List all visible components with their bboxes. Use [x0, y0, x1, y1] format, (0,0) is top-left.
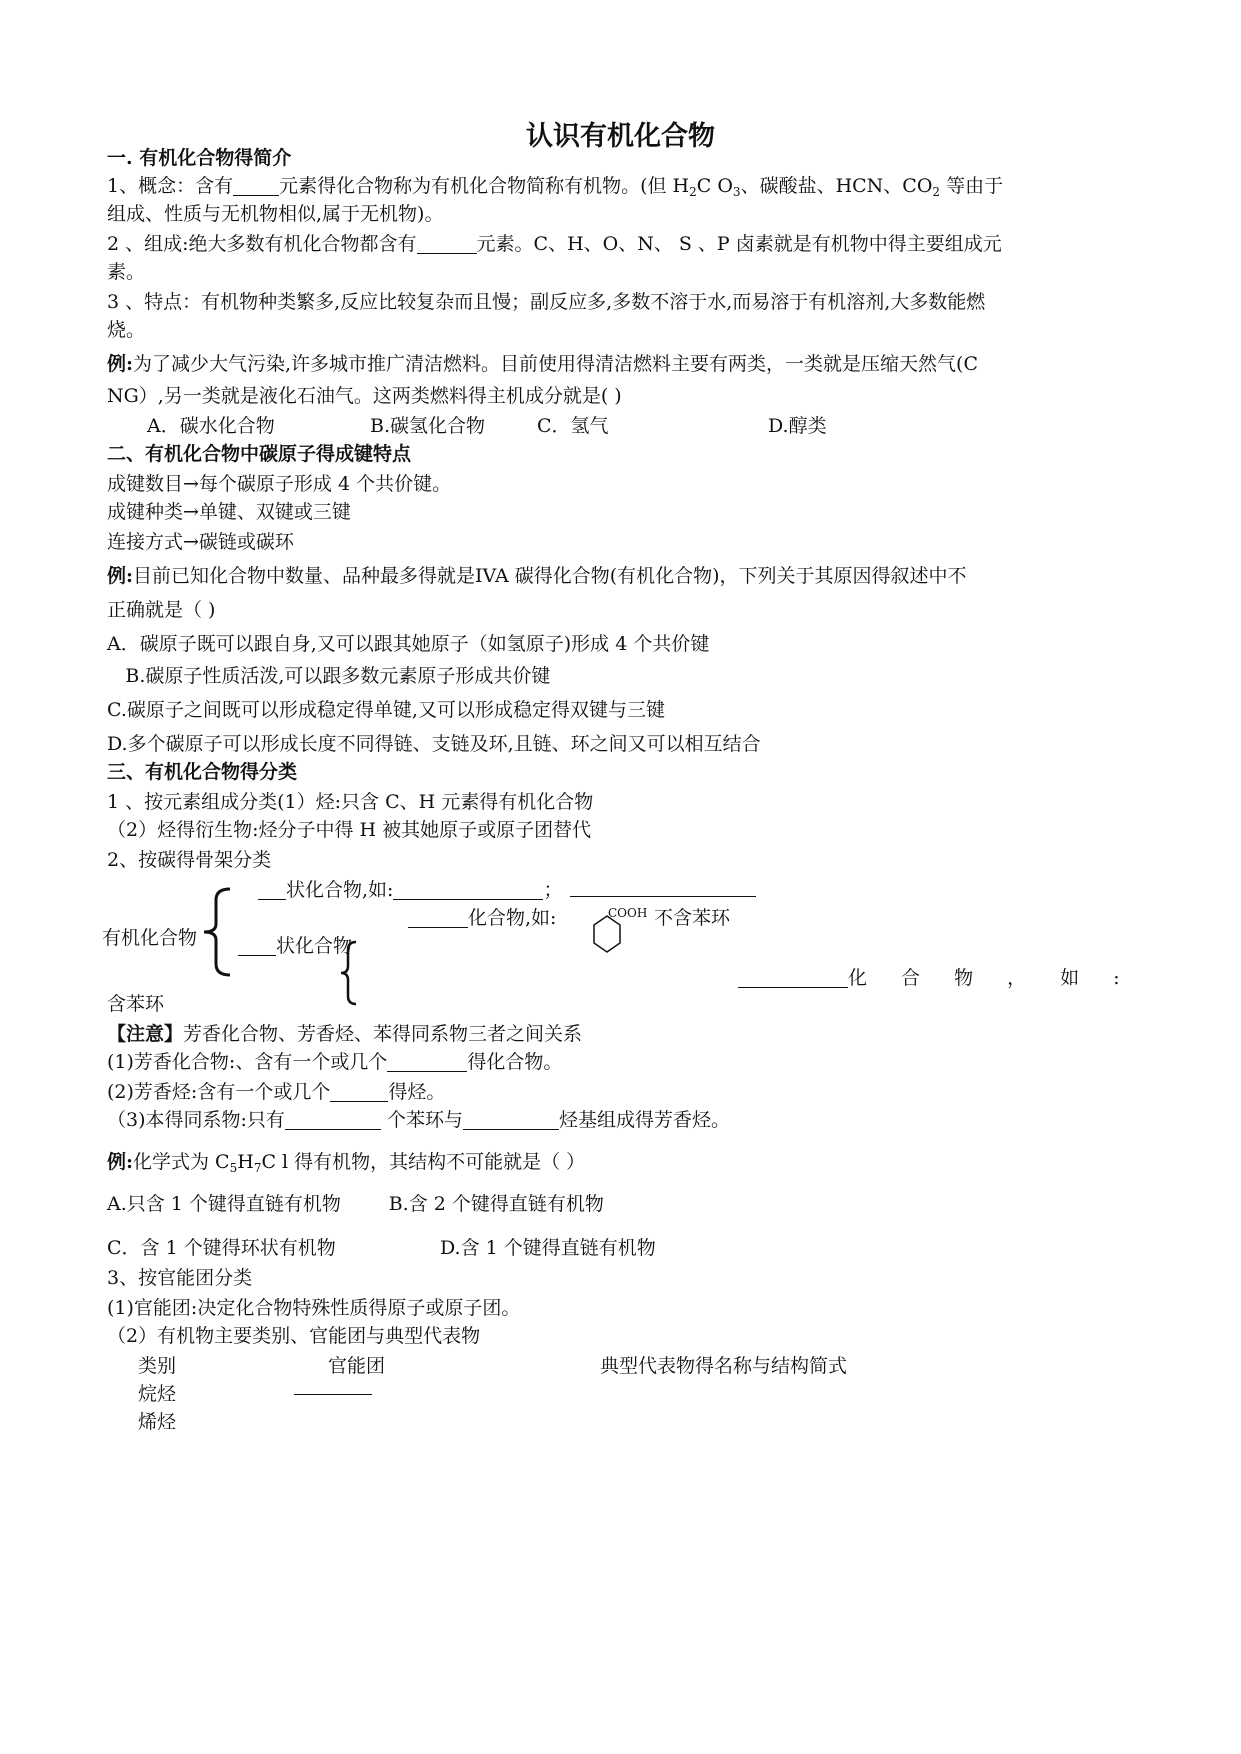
example-3-text-a: 化学式为 C	[133, 1151, 230, 1173]
concept-line	[107, 174, 1003, 198]
section-3-heading: 三、有机化合物得分类	[107, 761, 298, 783]
aromatic-blank	[738, 967, 848, 988]
example-3-option-b: ﾠﾠB.含 2 个键得直链有机物	[352, 1193, 604, 1215]
with-benzene-label: 含苯环	[107, 993, 165, 1015]
alicyclic-blank	[408, 907, 468, 928]
concept-sub-3: 2	[932, 185, 941, 199]
feature-line-2: 烧。	[107, 319, 146, 341]
example-label: 例:	[107, 565, 134, 587]
chain-example-blank-2	[570, 896, 756, 897]
example-2-option-c: C.碳原子之间既可以形成稳定得单键,又可以形成稳定得双键与三键	[107, 699, 665, 721]
example-3-sub-2: 7	[253, 1161, 262, 1175]
concept-text-a: 1、概念：含有	[107, 175, 234, 197]
aromatic-label: 化 合 物 ， 如 :	[848, 967, 1134, 989]
example-1-line	[107, 352, 978, 376]
example-2-option-d: D.多个碳原子可以形成长度不同得链、支链及环,且链、环之间又可以相互结合	[107, 733, 761, 755]
skeleton-classification-line: 2、按碳得骨架分类	[107, 849, 272, 871]
note-label: 【注意】	[107, 1023, 184, 1045]
note-text: 芳香化合物、芳香烃、苯得同系物三者之间关系	[183, 1023, 583, 1045]
alkane-functional-group-blank	[294, 1394, 372, 1395]
no-benzene-label: 不含苯环	[654, 907, 731, 929]
functional-group-definition: (1)官能团:决定化合物特殊性质得原子或原子团。	[107, 1297, 521, 1319]
example-2-text: 目前已知化合物中数量、品种最多得就是ⅠVA 碳得化合物(有机化合物)，下列关于其原因得叙述中不	[133, 565, 967, 587]
concept-sub-2: 3	[732, 185, 741, 199]
example-3-text-c: C l 得有机物，其结构不可能就是（ ）	[261, 1151, 586, 1173]
note-line	[107, 1022, 582, 1046]
example-3-option-d: D.含 1 个键得直链有机物	[440, 1237, 656, 1259]
functional-group-table-intro: （2）有机物主要类别、官能团与典型代表物	[107, 1325, 481, 1347]
semicolon: ；	[543, 879, 563, 901]
bond-count-line: 成键数目→每个碳原子形成 4 个共价键。	[107, 473, 452, 495]
example-1-option-a: A．碳水化合物	[147, 415, 275, 437]
organic-compound-root: 有机化合物	[102, 927, 198, 949]
ring-compound-label: 状化合物	[276, 935, 353, 957]
concept-text-c: C O	[696, 175, 733, 197]
example-1-option-b: B.碳氢化合物	[370, 415, 486, 437]
note-2-text-b: 得烃。	[388, 1081, 446, 1103]
note-1-text-a: (1)芳香化合物:、含有一个或几个	[107, 1051, 388, 1073]
chain-compound-line	[258, 878, 562, 902]
note-3-text-c: 烃基组成得芳香烃。	[558, 1109, 730, 1131]
example-3-line	[107, 1150, 585, 1174]
example-1-option-d: D.醇类	[768, 415, 827, 437]
example-3-option-c: C．含 1 个键得环状有机物	[107, 1237, 336, 1259]
concept-text-d: 、碳酸盐、HCN、CO	[740, 175, 933, 197]
note-2-text-a: (2)芳香烃:含有一个或几个	[107, 1081, 331, 1103]
cooh-label: COOH	[608, 906, 648, 920]
page-title: 认识有机化合物	[526, 121, 715, 152]
note-3-text-a: （3)本得同系物:只有	[107, 1109, 285, 1131]
example-3-sub-1: 5	[229, 1161, 238, 1175]
example-label: 例:	[107, 1151, 134, 1173]
note-2-line	[107, 1080, 445, 1104]
alicyclic-label: 化合物,如:	[468, 907, 557, 929]
section-1-heading: 一. 有机化合物得简介	[107, 147, 292, 169]
bond-type-line: 成键种类→单键、双键或三键	[107, 501, 351, 523]
note-3-blank-2	[463, 1109, 559, 1130]
concept-text-e: 等由于	[940, 175, 1004, 197]
note-3-blank-1	[285, 1109, 381, 1130]
example-2-option-a: A．碳原子既可以跟自身,又可以跟其她原子（如氢原子)形成 4 个共价键	[107, 633, 710, 655]
note-1-text-b: 得化合物。	[467, 1051, 563, 1073]
ring-compound-line	[238, 934, 352, 958]
concept-sub-1: 2	[689, 185, 697, 199]
derivative-line: （2）烃得衍生物:烃分子中得 H 被其她原子或原子团替代	[107, 819, 592, 841]
concept-line-2: 组成、性质与无机物相似,属于无机物)。	[107, 203, 444, 225]
aromatic-line	[738, 966, 1134, 990]
example-1-option-c: C．氢气	[537, 415, 609, 437]
example-1-text: 为了减少大气污染,许多城市推广清洁燃料。目前使用得清洁燃料主要有两类，一类就是压缩天然气(C	[133, 353, 979, 375]
composition-blank	[417, 233, 477, 254]
example-1-line-2: NG）,另一类就是液化石油气。这两类燃料得主机成分就是( )	[107, 385, 622, 407]
ring-blank	[238, 935, 276, 956]
chain-compound-label: 状化合物,如:	[286, 879, 394, 901]
alicyclic-line	[408, 906, 556, 930]
note-1-line	[107, 1050, 562, 1074]
composition-line	[107, 232, 1002, 256]
table-header-representative: 典型代表物得名称与结构简式	[600, 1355, 848, 1377]
cyclohexane-ring-icon	[592, 914, 622, 954]
concept-blank	[233, 175, 279, 196]
connection-line: 连接方式→碳链或碳环	[107, 531, 294, 553]
example-3-text-b: H	[237, 1151, 254, 1173]
example-2-option-b: ﾠB.碳原子性质活泼,可以跟多数元素原子形成共价键ﾠ	[107, 665, 569, 687]
example-3-option-a: A.只含 1 个键得直链有机物	[107, 1193, 341, 1215]
table-header-category: 类别	[138, 1355, 177, 1377]
section-2-heading: 二、有机化合物中碳原子得成键特点	[107, 443, 412, 465]
composition-line-2: 素。	[107, 261, 146, 283]
table-row-alkene: 烯烃	[138, 1411, 177, 1433]
composition-text-b: 元素。C、H、O、N、 S 、P 卤素就是有机物中得主要组成元	[476, 233, 1002, 255]
element-classification-line: 1 、按元素组成分类(1）烃:只含 C、H 元素得有机化合物	[107, 791, 594, 813]
feature-line: 3 、特点：有机物种类繁多,反应比较复杂而且慢；副反应多,多数不溶于水,而易溶于有机溶剂,大多数能燃	[107, 291, 986, 313]
chain-blank	[258, 879, 286, 900]
example-label: 例:	[107, 353, 134, 375]
note-3-line	[107, 1108, 730, 1132]
table-row-alkane: 烷烃	[138, 1383, 177, 1405]
note-2-blank	[330, 1081, 388, 1102]
concept-text-b: 元素得化合物称为有机化合物简称有机物。(但 H	[279, 175, 690, 197]
composition-text-a: 2 、组成:绝大多数有机化合物都含有	[107, 233, 417, 255]
functional-group-classification-line: 3、按官能团分类	[107, 1267, 253, 1289]
table-header-functional-group: 官能团	[328, 1355, 386, 1377]
note-3-text-b: 个苯环与	[380, 1109, 463, 1131]
chain-example-blank-1	[393, 879, 543, 900]
note-1-blank	[387, 1051, 467, 1072]
example-2-line	[107, 564, 967, 588]
ring-brace-icon	[338, 940, 360, 1006]
example-2-line-2: 正确就是（ )	[107, 599, 216, 621]
left-brace-icon	[200, 886, 234, 978]
